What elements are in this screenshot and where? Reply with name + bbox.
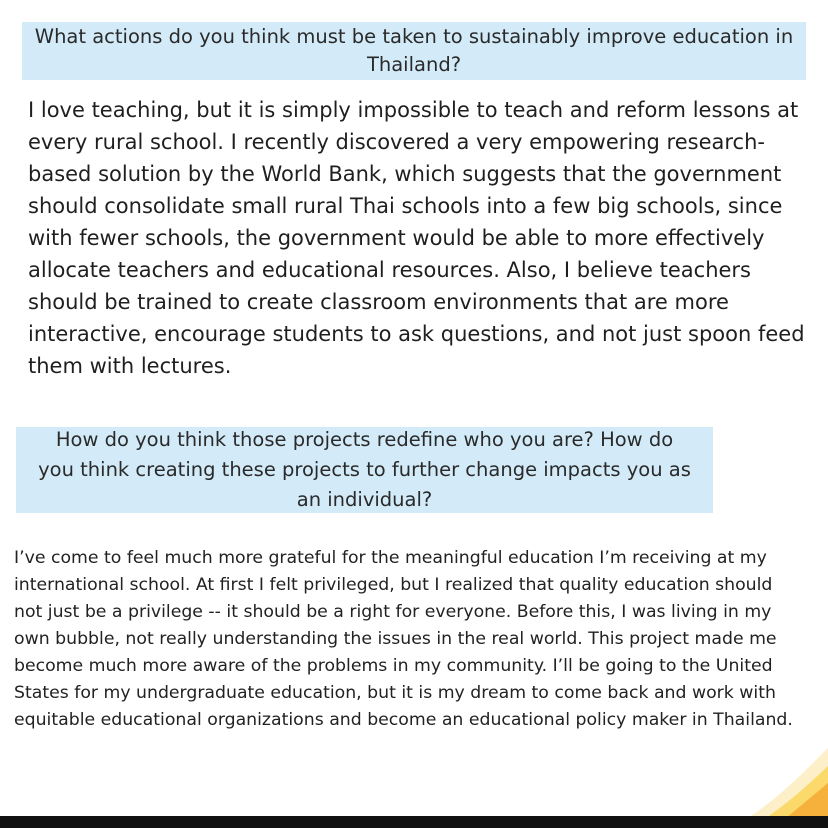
question-1-text: What actions do you think must be taken to sustainably improve education in Thailand? — [34, 25, 794, 76]
answer-2-text: I’ve come to feel much more grateful for the meaningful education I’m receiving at my international school. At first I felt privileged, but I realized that quality education should not just be a privilege -- it should be a right for everyone. Before this, I was living in my own bubble, not really understanding the issues in the real world. This project made me become much more aware of the problems in my community. I’ll be going to the United States for my undergraduate education, but it is my dream to come back and work with equitable educational organizations and become an educational policy maker in Thailand. — [14, 548, 793, 730]
question-1-box — [22, 22, 806, 80]
bottom-bar — [0, 816, 828, 828]
question-2-text: How do you think those projects redefine who you are? How do you think creating these projects to further change impacts you as an individual? — [38, 428, 691, 511]
answer-1-text: I love teaching, but it is simply impossible to teach and reform lessons at every rural school. I recently discovered a very empowering research-based solution by the World Bank, which suggests that the government should consolidate small rural Thai schools into a few big schools, since with fewer schools, the government would be able to more effectively allocate teachers and educational resources. Also, I believe teachers should be trained to create classroom environments that are more interactive, encourage students to ask questions, and not just spoon feed them with lectures. — [28, 98, 805, 378]
question-2-box — [16, 427, 713, 513]
corner-wave-decoration — [738, 728, 828, 818]
